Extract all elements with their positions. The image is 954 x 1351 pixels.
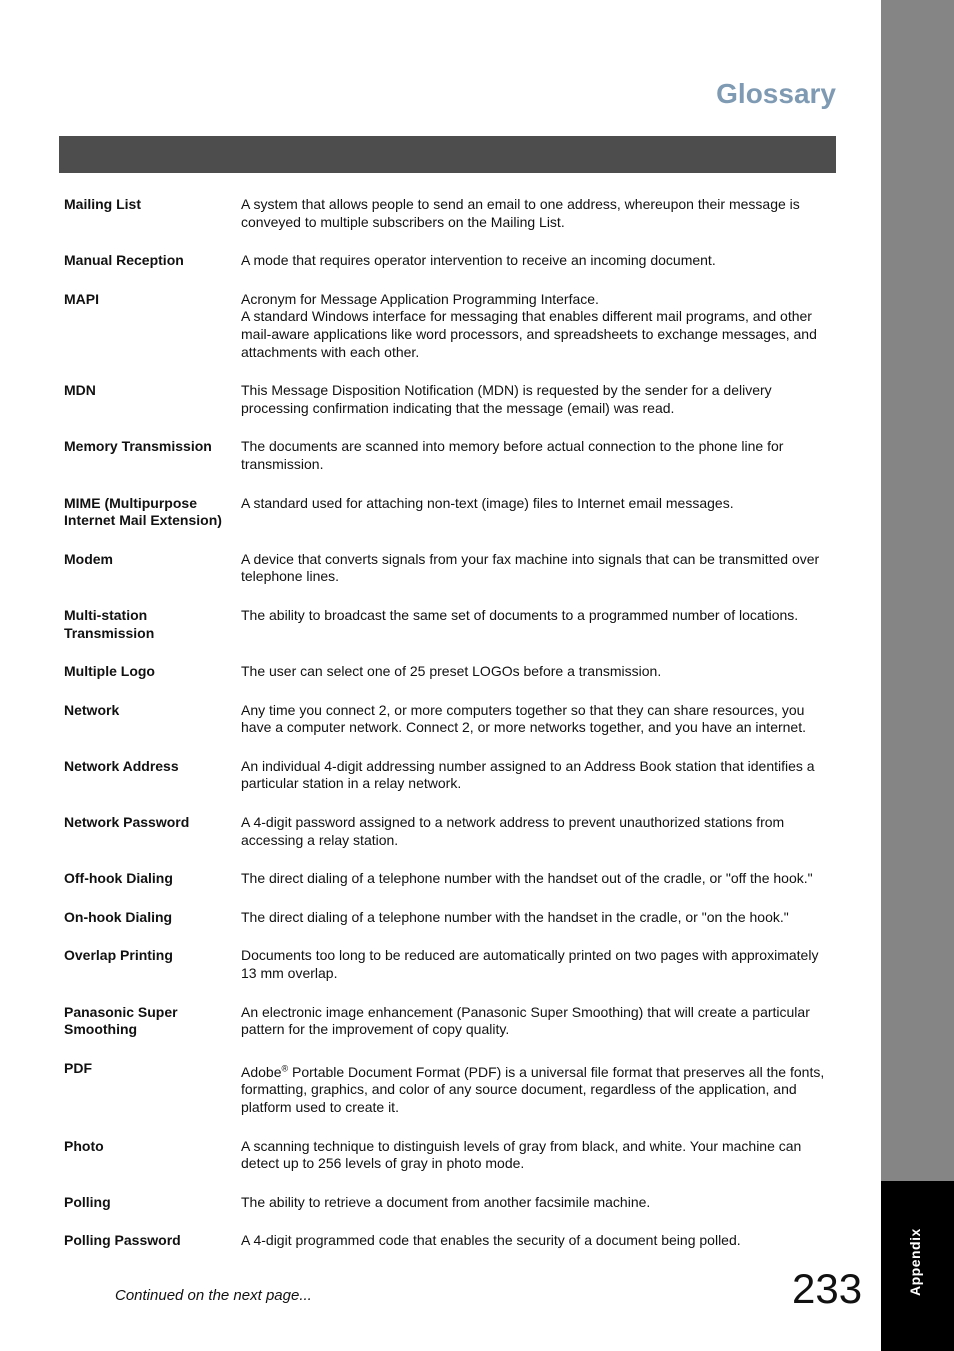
glossary-entry bbox=[64, 758, 834, 793]
glossary-definition: This Message Disposition Notification (MDN) is requested by the sender for a delivery processing confirmation indicating that the message (email) was read. bbox=[241, 382, 772, 416]
glossary-entry bbox=[64, 870, 834, 888]
glossary-entry bbox=[64, 1138, 834, 1173]
glossary-definition: A 4-digit password assigned to a network address to prevent unauthorized stations from accessing a relay station. bbox=[241, 814, 785, 848]
glossary-term: PDF bbox=[64, 1059, 92, 1076]
glossary-term: Manual Reception bbox=[64, 252, 184, 269]
glossary-term: Mailing List bbox=[64, 196, 141, 212]
glossary-term: Network bbox=[64, 701, 120, 718]
glossary-term: Photo bbox=[64, 1137, 104, 1154]
glossary-term: Multi-station Transmission bbox=[64, 606, 155, 641]
glossary-entry bbox=[64, 1232, 834, 1250]
glossary-term: Multiple Logo bbox=[64, 663, 155, 680]
glossary-definition: A device that converts signals from your fax machine into signals that can be transmitted over telephone lines. bbox=[241, 550, 820, 585]
glossary-entry bbox=[64, 947, 834, 982]
glossary-definition: The user can select one of 25 preset LOGOs before a transmission. bbox=[241, 663, 662, 680]
glossary-entry bbox=[64, 1004, 834, 1039]
page-title: Glossary bbox=[716, 78, 836, 109]
glossary-entry bbox=[64, 1194, 834, 1212]
glossary-term: MDN bbox=[64, 382, 96, 399]
glossary-entry bbox=[64, 1060, 834, 1117]
glossary-entry bbox=[64, 495, 834, 530]
glossary-entry bbox=[64, 382, 834, 417]
glossary-definition: An electronic image enhancement (Panasonic Super Smoothing) that will create a particular pattern for the improvement of copy quality. bbox=[241, 1003, 810, 1038]
glossary-definition: A system that allows people to send an email to one address, whereupon their message is conveyed to multiple subscribers on the Mailing List. bbox=[241, 196, 800, 230]
glossary-term: On-hook Dialing bbox=[64, 908, 173, 925]
glossary-term: Network Password bbox=[64, 814, 190, 831]
glossary-term: MIME (Multipurpose Internet Mail Extension) bbox=[64, 494, 222, 529]
glossary-term: Panasonic Super Smoothing bbox=[64, 1003, 178, 1038]
glossary-entry bbox=[64, 291, 834, 361]
glossary-entry bbox=[64, 196, 834, 231]
glossary-term: Off-hook Dialing bbox=[64, 870, 173, 887]
glossary-definition: The direct dialing of a telephone number with the handset in the cradle, or "on the hook." bbox=[241, 908, 789, 925]
glossary-definition: A scanning technique to distinguish levels of gray from black, and white. Your machine can detect up to 256 levels of gray in photo mode. bbox=[241, 1137, 802, 1172]
glossary-term: Modem bbox=[64, 550, 113, 567]
page-number: 233 bbox=[792, 1265, 863, 1312]
glossary-entry bbox=[64, 814, 834, 849]
glossary-entry bbox=[64, 909, 834, 927]
glossary-term: Memory Transmission bbox=[64, 438, 212, 455]
glossary-entry bbox=[64, 663, 834, 681]
glossary-definition: The ability to retrieve a document from another facsimile machine. bbox=[241, 1193, 651, 1210]
glossary-entry bbox=[64, 607, 834, 642]
glossary-entry bbox=[64, 551, 834, 586]
glossary-definition: Documents too long to be reduced are automatically printed on two pages with approximately 13 mm overlap. bbox=[241, 947, 819, 982]
section-tab-label: Appendix bbox=[907, 1228, 923, 1297]
glossary-definition: Any time you connect 2, or more computers together so that they can share resources, you have a computer network. Connect 2, or more networks together, and you have an internet. bbox=[241, 701, 806, 736]
glossary-term: Polling Password bbox=[64, 1232, 181, 1249]
glossary-definition: An individual 4-digit addressing number assigned to an Address Book station that identifies a particular station in a relay network. bbox=[241, 757, 815, 792]
glossary-definition: Acronym for Message Application Programming Interface. A standard Windows interface for messaging that enables different mail programs, and other mail-aware applications like word processors, and spreadsheets to exchange messages, and attachments with each other. bbox=[241, 290, 817, 360]
glossary-term: Overlap Printing bbox=[64, 947, 173, 964]
glossary-definition: The direct dialing of a telephone number with the handset out of the cradle, or "off the hook." bbox=[241, 870, 813, 887]
continued-note: Continued on the next page... bbox=[115, 1287, 312, 1304]
glossary-entries bbox=[64, 196, 834, 1250]
side-strip bbox=[881, 0, 954, 1351]
glossary-entry bbox=[64, 438, 834, 473]
title-bar bbox=[59, 136, 836, 173]
glossary-term: Polling bbox=[64, 1193, 111, 1210]
registered-mark: ® bbox=[281, 1063, 289, 1074]
glossary-definition: A standard used for attaching non-text (image) files to Internet email messages. bbox=[241, 494, 734, 511]
glossary-definition: A 4-digit programmed code that enables the security of a document being polled. bbox=[241, 1232, 741, 1249]
glossary-entry bbox=[64, 252, 834, 270]
glossary-definition: A mode that requires operator intervention to receive an incoming document. bbox=[241, 252, 716, 269]
glossary-definition: The ability to broadcast the same set of documents to a programmed number of locations. bbox=[241, 606, 799, 623]
glossary-term: Network Address bbox=[64, 757, 179, 774]
glossary-entry bbox=[64, 702, 834, 737]
glossary-definition: Adobe® Portable Document Format (PDF) is a universal file format that preserves all the fonts, formatting, graphics, and color of any source document, regardless of the application, and platform used to create it. bbox=[241, 1063, 825, 1115]
glossary-term: MAPI bbox=[64, 290, 99, 307]
glossary-definition: The documents are scanned into memory before actual connection to the phone line for transmission. bbox=[241, 438, 784, 472]
